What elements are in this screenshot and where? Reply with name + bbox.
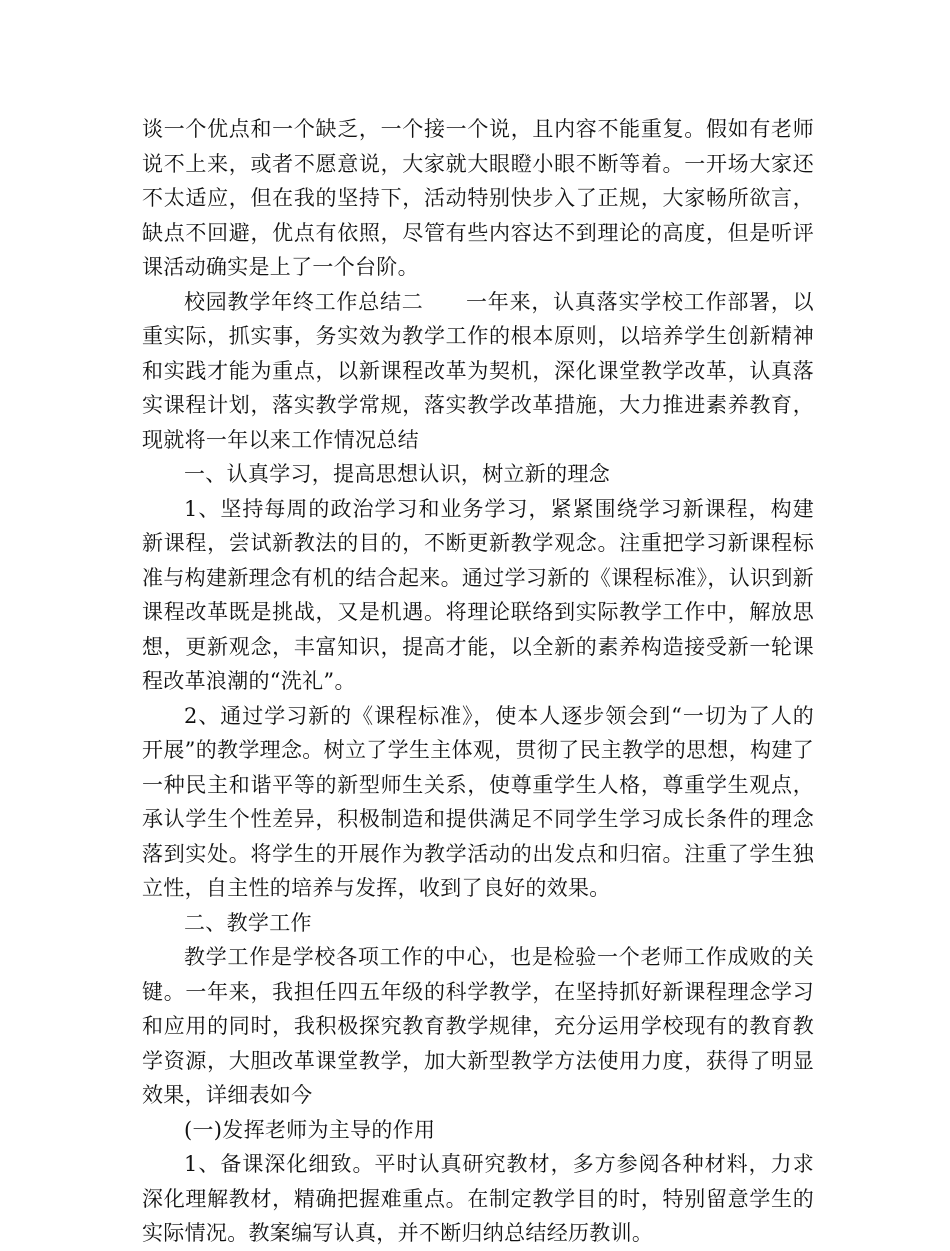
paragraph-teaching-work: 教学工作是学校各项工作的中心，也是检验一个老师工作成败的关键。一年来，我担任四五年级的科学教学，在坚持抓好新课程理念学习和应用的同时，我积极探究教育教学规律，充分运用学校现有的教育教学资源，大胆改革课堂教学，加大新型教学方法使用力度，获得了明显效果，详细表如今: [142, 945, 814, 1107]
heading-teaching-work: 二、教学工作: [184, 910, 312, 935]
paragraph-peer-review: 谈一个优点和一个缺乏，一个接一个说，且内容不能重复。假如有老师说不上来，或者不愿意说，大家就大眼瞪小眼不断等着。一开场大家还不太适应，但在我的坚持下，活动特别快步入了正规，大家畅所欲言，缺点不回避，优点有依照，尽管有些内容达不到理论的高度，但是听评课活动确实是上了一个台阶。: [142, 117, 814, 279]
paragraph-lesson-prep: 1、备课深化细致。平时认真研究教材，多方参阅各种材料，力求深化理解教材，精确把握难重点。在制定教学目的时，特别留意学生的实际情况。教案编写认真，并不断归纳总结经历教训。: [142, 1152, 814, 1245]
paragraph-summary-two: [142, 285, 814, 458]
document-body: [142, 112, 814, 1251]
paragraph-study-2: 2、通过学习新的《课程标准》，使本人逐步领会到“一切为了人的开展”的教学理念。树立了学生主体观，贯彻了民主教学的思想，构建了一种民主和谐平等的新型师生关系，使尊重学生人格，尊重学生观点，承认学生个性差异，积极制造和提供满足不同学生学习成长条件的理念落到实处。将学生的开展作为教学活动的出发点和归宿。注重了学生独立性，自主性的培养与发挥，收到了良好的效果。: [142, 703, 814, 900]
summary-two-intro: 一年来，认真落实学校工作部署，以重实际，抓实事，务实效为教学工作的根本原则，以培养学生创新精神和实践才能为重点，以新课程改革为契机，深化课堂教学改革，认真落实课程计划，落实教学常规，落实教学改革措施，大力推进素养教育，现就将一年以来工作情况总结: [142, 289, 814, 452]
subheading-teacher-role: (一)发挥老师为主导的作用: [184, 1117, 436, 1142]
paragraph-study-1: 1、坚持每周的政治学习和业务学习，紧紧围绕学习新课程，构建新课程，尝试新教法的目的，不断更新教学观念。注重把学习新课程标准与构建新理念有机的结合起来。通过学习新的《课程标准》，认识到新课程改革既是挑战，又是机遇。将理论联络到实际教学工作中，解放思想，更新观念，丰富知识，提高才能，以全新的素养构造接受新一轮课程改革浪潮的“洗礼”。: [142, 496, 814, 693]
section-title-summary-two: 校园教学年终工作总结二: [184, 289, 424, 314]
heading-study: 一、认真学习，提高思想认识，树立新的理念: [184, 462, 610, 486]
